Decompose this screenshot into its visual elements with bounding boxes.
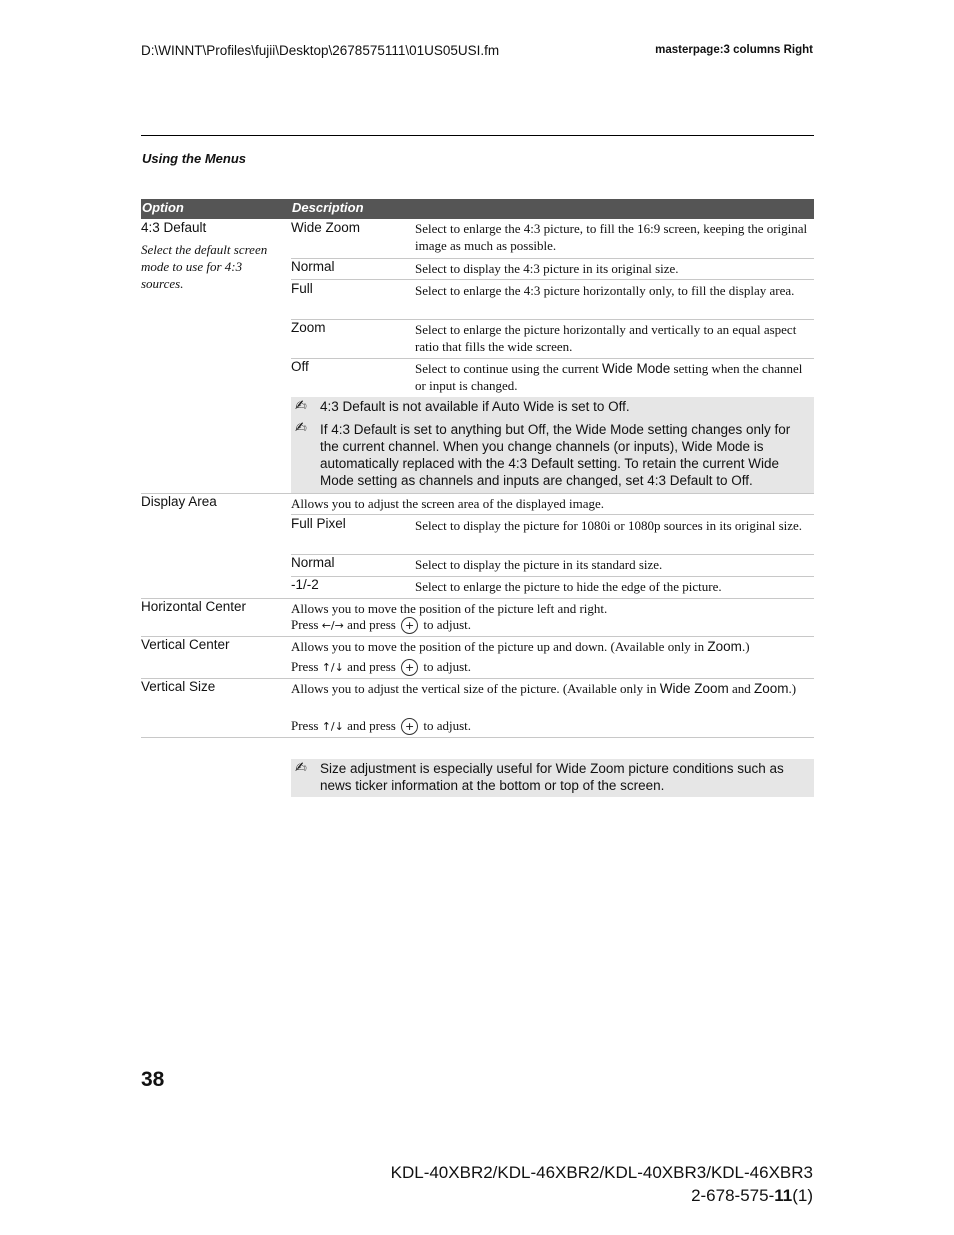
press-instruction: Press ←/→ and press + to adjust. (291, 616, 811, 635)
row-divider (291, 258, 814, 259)
row-divider (291, 514, 814, 515)
row-divider (141, 737, 814, 738)
sub-option-description: Select to continue using the current Wide Mode setting when the channel or input is changed. (415, 361, 803, 393)
sub-option-description: Select to display the picture for 1080i or 1080p sources in its original size. (415, 518, 803, 533)
row-divider (291, 279, 814, 280)
joystick-button-icon (401, 659, 418, 676)
option-display-area-description: Allows you to adjust the screen area of the displayed image. (291, 496, 604, 511)
column-header-option: Option (142, 200, 184, 215)
row-divider (141, 493, 814, 494)
option-vertical-size-description: Allows you to adjust the vertical size of the picture. (Available only in Wide Zoom and Zoom.) (291, 681, 797, 696)
sub-option-label: Normal (291, 259, 335, 274)
sub-option-label: Full Pixel (291, 516, 346, 531)
option-horizontal-center-description: Allows you to move the position of the picture left and right. (291, 601, 608, 616)
note-text: Size adjustment is especially useful for Wide Zoom picture conditions such as news ticker information at the bottom or top of the screen. (320, 761, 784, 793)
sub-option-label: -1/-2 (291, 577, 319, 592)
document-code: 2-678-575-11(1) (691, 1186, 813, 1205)
option-vertical-size: Vertical Size (141, 679, 216, 694)
sub-option-description: Select to display the 4:3 picture in its original size. (415, 261, 679, 276)
masterpage-label: masterpage:3 columns Right (655, 44, 813, 56)
model-numbers: KDL-40XBR2/KDL-46XBR2/KDL-40XBR3/KDL-46XBR3 (390, 1163, 813, 1182)
option-horizontal-center: Horizontal Center (141, 599, 247, 614)
sub-option-description: Select to enlarge the picture horizontally and vertically to an equal aspect ratio that fills the wide screen. (415, 322, 797, 354)
note-text: If 4:3 Default is set to anything but Off, the Wide Mode setting changes only for the current channel. When you change channels (or inputs), Wide Mode is automatically replaced with the 4:3 Default setting. To retain the current Wide Mode setting as channels and inputs are changed, set 4:3 Default to Off. (320, 422, 791, 488)
press-instruction: Press ↑/↓ and press + to adjust. (291, 717, 811, 736)
sub-option-description: Select to enlarge the 4:3 picture horizontally only, to fill the display area. (415, 283, 795, 298)
row-divider (141, 636, 814, 637)
sub-option-description: Select to display the picture in its standard size. (415, 557, 663, 572)
option-43-default: 4:3 Default (141, 220, 207, 235)
sub-option-label: Full (291, 281, 313, 296)
option-vertical-center-description: Allows you to move the position of the picture up and down. (Available only in Zoom.) (291, 639, 750, 654)
header-rule (141, 135, 814, 136)
column-header-description: Description (292, 200, 364, 215)
sub-option-label: Off (291, 359, 309, 374)
pencil-note-icon: ✍ (295, 760, 307, 776)
press-instruction: Press ↑/↓ and press + to adjust. (291, 658, 811, 677)
option-display-area: Display Area (141, 494, 217, 509)
row-divider (291, 554, 814, 555)
sub-option-label: Normal (291, 555, 335, 570)
joystick-button-icon (401, 718, 418, 735)
sub-option-label: Zoom (291, 320, 326, 335)
row-divider (291, 576, 814, 577)
note-box (291, 759, 814, 797)
option-vertical-center: Vertical Center (141, 637, 230, 652)
section-title: Using the Menus (142, 151, 247, 166)
sub-option-description: Select to enlarge the picture to hide the edge of the picture. (415, 579, 722, 594)
pencil-note-icon: ✍ (295, 398, 307, 414)
table-header (141, 199, 814, 219)
joystick-button-icon (401, 617, 418, 634)
row-divider (291, 358, 814, 359)
row-divider (291, 319, 814, 320)
up-down-arrow-icon: ↑/↓ (321, 661, 344, 674)
sub-option-label: Wide Zoom (291, 220, 361, 235)
up-down-arrow-icon: ↑/↓ (321, 720, 344, 733)
left-right-arrow-icon: ←/→ (321, 619, 344, 632)
option-43-default-description: Select the default screen mode to use for 4:3 sources. (141, 242, 268, 291)
file-path-header: D:\WINNT\Profiles\fujii\Desktop\2678575111\01US05USI.fm (141, 43, 500, 58)
note-text: 4:3 Default is not available if Auto Wide is set to Off. (320, 399, 630, 414)
note-box (291, 397, 814, 493)
pencil-note-icon: ✍ (295, 420, 307, 436)
page-number: 38 (141, 1068, 165, 1091)
row-divider (141, 678, 814, 679)
sub-option-description: Select to enlarge the 4:3 picture, to fill the 16:9 screen, keeping the original image as much as possible. (415, 221, 808, 253)
